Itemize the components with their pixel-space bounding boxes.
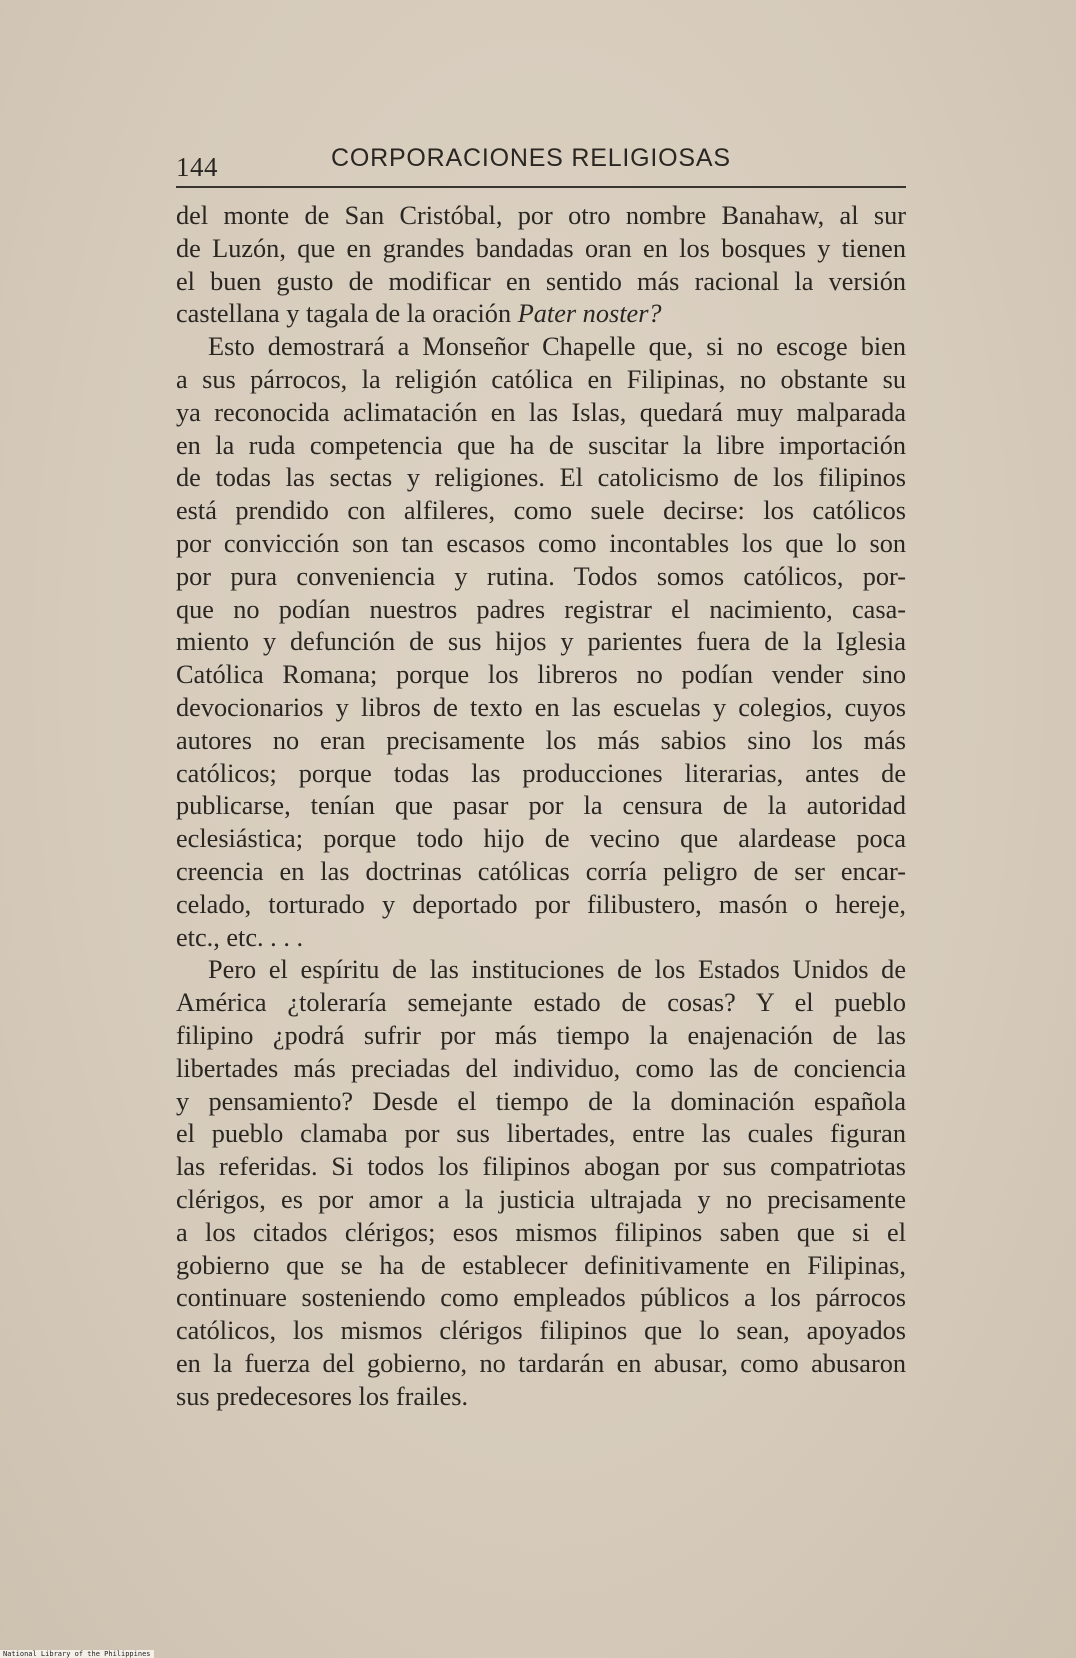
text-line: está prendido con alfileres, como suele decirse: los católicos <box>176 496 906 526</box>
header-rule <box>176 186 906 188</box>
text-line: católicos; porque todas las producciones literarias, antes de <box>176 758 906 788</box>
italic-latin-phrase: Pater noster? <box>517 299 662 329</box>
library-credit: National Library of the Philippines <box>0 1650 154 1658</box>
text-line: ya reconocida aclimatación en las Islas, quedará muy malparada <box>176 397 906 427</box>
text-line: católicos, los mismos clérigos filipinos que lo sean, apoyados <box>176 1316 906 1346</box>
text-line: las referidas. Si todos los filipinos abogan por sus compatriotas <box>176 1152 906 1182</box>
text-line: en la ruda competencia que ha de suscitar la libre importación <box>176 430 906 460</box>
text-line: gobierno que se ha de establecer definitivamente en Filipinas, <box>176 1250 906 1280</box>
text-line: del monte de San Cristóbal, por otro nombre Banahaw, al sur <box>176 201 906 230</box>
text-line: a sus párrocos, la religión católica en Filipinas, no obstante su <box>176 364 906 394</box>
text-line: eclesiástica; porque todo hijo de vecino que alardease poca <box>176 824 906 854</box>
page-number: 144 <box>176 152 218 182</box>
text-line: que no podían nuestros padres registrar el nacimiento, casa- <box>176 594 906 624</box>
text-line: miento y defunción de sus hijos y parientes fuera de la Iglesia <box>176 627 906 657</box>
text-line: América ¿toleraría semejante estado de cosas? Y el pueblo <box>176 988 906 1018</box>
text-line: autores no eran precisamente los más sabios sino los más <box>176 725 906 755</box>
text-line: clérigos, es por amor a la justicia ultrajada y no precisamente <box>176 1184 906 1214</box>
text-line: creencia en las doctrinas católicas corría peligro de ser encar- <box>176 856 906 886</box>
body-text <box>176 200 906 1413</box>
text-line: publicarse, tenían que pasar por la censura de la autoridad <box>176 791 906 821</box>
text-line: en la fuerza del gobierno, no tardarán en abusar, como abusaron <box>176 1348 906 1378</box>
text-line: etc., etc. . . . <box>176 922 304 952</box>
text-line: a los citados clérigos; esos mismos filipinos saben que si el <box>176 1217 906 1247</box>
text-line: de Luzón, que en grandes bandadas oran en los bosques y tienen <box>176 233 906 263</box>
text-line: por convicción son tan escasos como incontables los que lo son <box>176 528 906 558</box>
text-line: Esto demostrará a Monseñor Chapelle que, si no escoge bien <box>208 332 906 362</box>
text-line: Católica Romana; porque los libreros no podían vender sino <box>176 660 906 690</box>
text-line: libertades más preciadas del individuo, como las de conciencia <box>176 1053 906 1083</box>
text-line: devocionarios y libros de texto en las escuelas y colegios, cuyos <box>176 692 906 722</box>
text-line-content: castellana y tagala de la oración Pater noster? <box>176 299 662 329</box>
text-line: por pura conveniencia y rutina. Todos somos católicos, por- <box>176 561 906 591</box>
text-line: filipino ¿podrá sufrir por más tiempo la enajenación de las <box>176 1020 906 1050</box>
text-line-pater-noster <box>176 298 906 331</box>
text-line: el buen gusto de modificar en sentido más racional la versión <box>176 266 906 296</box>
text-line: de todas las sectas y religiones. El catolicismo de los filipinos <box>176 463 906 493</box>
text-line: Pero el espíritu de las instituciones de los Estados Unidos de <box>208 955 906 985</box>
text-line: y pensamiento? Desde el tiempo de la dominación española <box>176 1086 906 1116</box>
running-title: CORPORACIONES RELIGIOSAS <box>331 144 731 172</box>
text-line: el pueblo clamaba por sus libertades, entre las cuales figuran <box>176 1119 906 1149</box>
text-line: celado, torturado y deportado por filibustero, masón o hereje, <box>176 889 906 919</box>
text-line: continuare sosteniendo como empleados públicos a los párrocos <box>176 1283 906 1313</box>
page-header <box>176 140 906 180</box>
text-line: sus predecesores los frailes. <box>176 1381 469 1411</box>
